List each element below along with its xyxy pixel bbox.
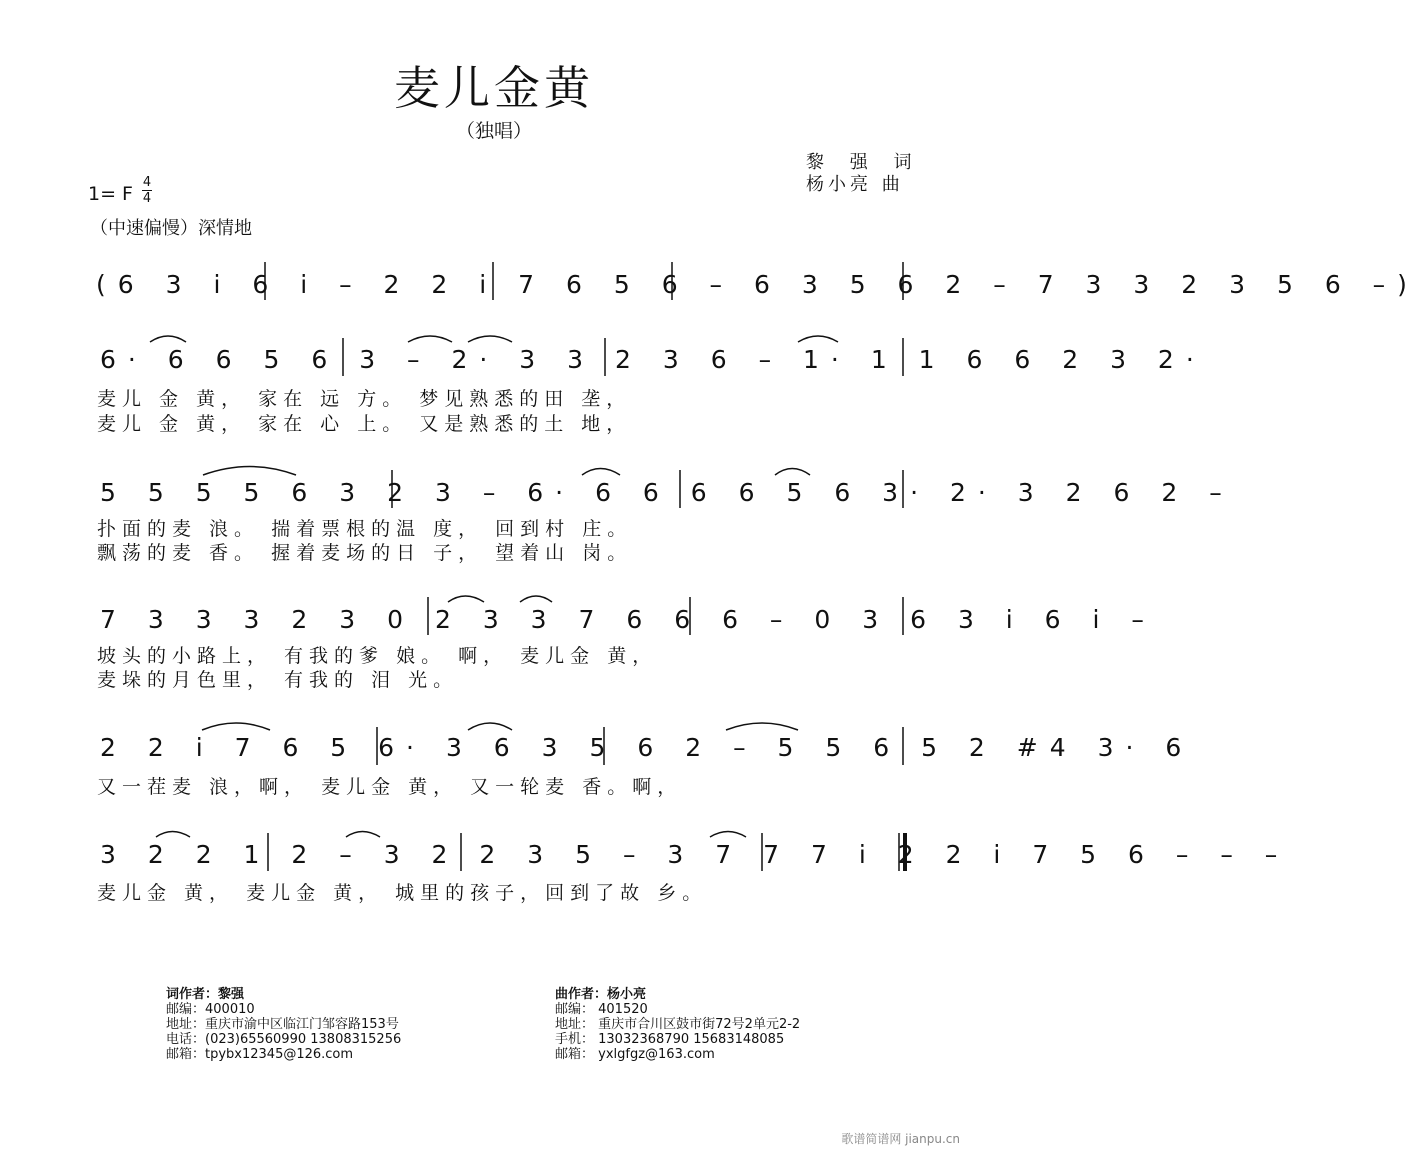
lyric-line-2-verse-2: 麦儿 金 黄， 家在 心 上。 又是熟悉的土 地， (97, 413, 632, 435)
time-signature-top: 4 (142, 175, 152, 190)
lyric-line-4-verse-1: 坡头的小路上， 有我的爹 娘。 啊， 麦儿金 黄， (97, 645, 658, 667)
lyricist-name: 黎强 (218, 987, 245, 1002)
lyricist-address: 地址：重庆市渝中区临江门邹容路153号 (166, 1017, 399, 1032)
lyric-line-3-verse-1: 扑面的麦 浪。 揣着票根的温 度， 回到村 庄。 (97, 518, 633, 540)
notation-line-6: 3 2 2 1 2 – 3 2 2 3 5 – 3 7 7 7 i 2 2 i 7 5 6 – – – (100, 840, 1290, 869)
lyric-line-4-verse-2: 麦垛的月色里， 有我的 泪 光。 (97, 669, 459, 691)
lyric-line-3-verse-2: 飘荡的麦 香。 握着麦场的日 子， 望着山 岗。 (97, 542, 633, 564)
composer-zip: 邮编： 401520 (555, 1002, 648, 1017)
notation-line-5: 2 2 i 7 6 5 6· 3 6 3 5 6 2 – 5 5 6 5 2 #4 3· 6 (100, 733, 1194, 762)
lyric-line-5-verse-1: 又一茬麦 浪，啊， 麦儿金 黄， 又一轮麦 香。啊， (97, 776, 683, 798)
lyricist-email: 邮箱：tpybx12345@126.com (166, 1047, 354, 1062)
lyricist-zip: 邮编：400010 (166, 1002, 255, 1017)
composer-credit: 杨小亮 曲 (806, 174, 904, 195)
time-signature-bottom: 4 (142, 191, 152, 206)
tempo-marking: （中速偏慢）深情地 (90, 218, 252, 239)
lyricist-contact (166, 987, 401, 1062)
lyric-line-2-verse-1: 麦儿 金 黄， 家在 远 方。 梦见熟悉的田 垄， (97, 388, 632, 410)
composer-email: 邮箱： yxlgfgz@163.com (555, 1047, 715, 1062)
key-signature: 1= F (88, 183, 133, 205)
notation-line-4: 7 3 3 3 2 3 0 2 3 3 7 6 6 6 – 0 3 6 3 i 6 i – (100, 605, 1156, 634)
lyricist-label: 词作者： (166, 987, 219, 1002)
composer-label: 曲作者： (555, 987, 608, 1002)
subtitle: （独唱） (455, 120, 532, 142)
notation-line-1: (6 3 i 6 i – 2 2 i 7 6 5 6 – 6 3 5 6 2 – 7 3 3 2 3 5 6 –) (96, 270, 1419, 299)
composer-address: 地址： 重庆市合川区鼓市街72号2单元2-2 (555, 1017, 801, 1032)
composer-name: 杨小亮 (607, 987, 647, 1002)
watermark: 歌谱简谱网 jianpu.cn (841, 1132, 960, 1146)
page-title: 麦儿金黄 (394, 61, 594, 115)
lyricist-phone: 电话：(023)65560990 13808315256 (166, 1032, 402, 1047)
composer-phone: 手机： 13032368790 15683148085 (555, 1032, 785, 1047)
lyric-line-6-verse-1: 麦儿金 黄， 麦儿金 黄， 城里的孩子，回到了故 乡。 (97, 882, 708, 904)
lyricist-credit: 黎 强 词 (806, 152, 922, 173)
composer-contact (555, 987, 800, 1062)
notation-line-3: 5 5 5 5 6 3 2 3 – 6· 6 6 6 6 5 6 3· 2· 3 2 6 2 – (100, 478, 1234, 507)
notation-line-2: 6· 6 6 5 6 3 – 2· 3 3 2 3 6 – 1· 1 1 6 6 2 3 2· (100, 345, 1206, 374)
